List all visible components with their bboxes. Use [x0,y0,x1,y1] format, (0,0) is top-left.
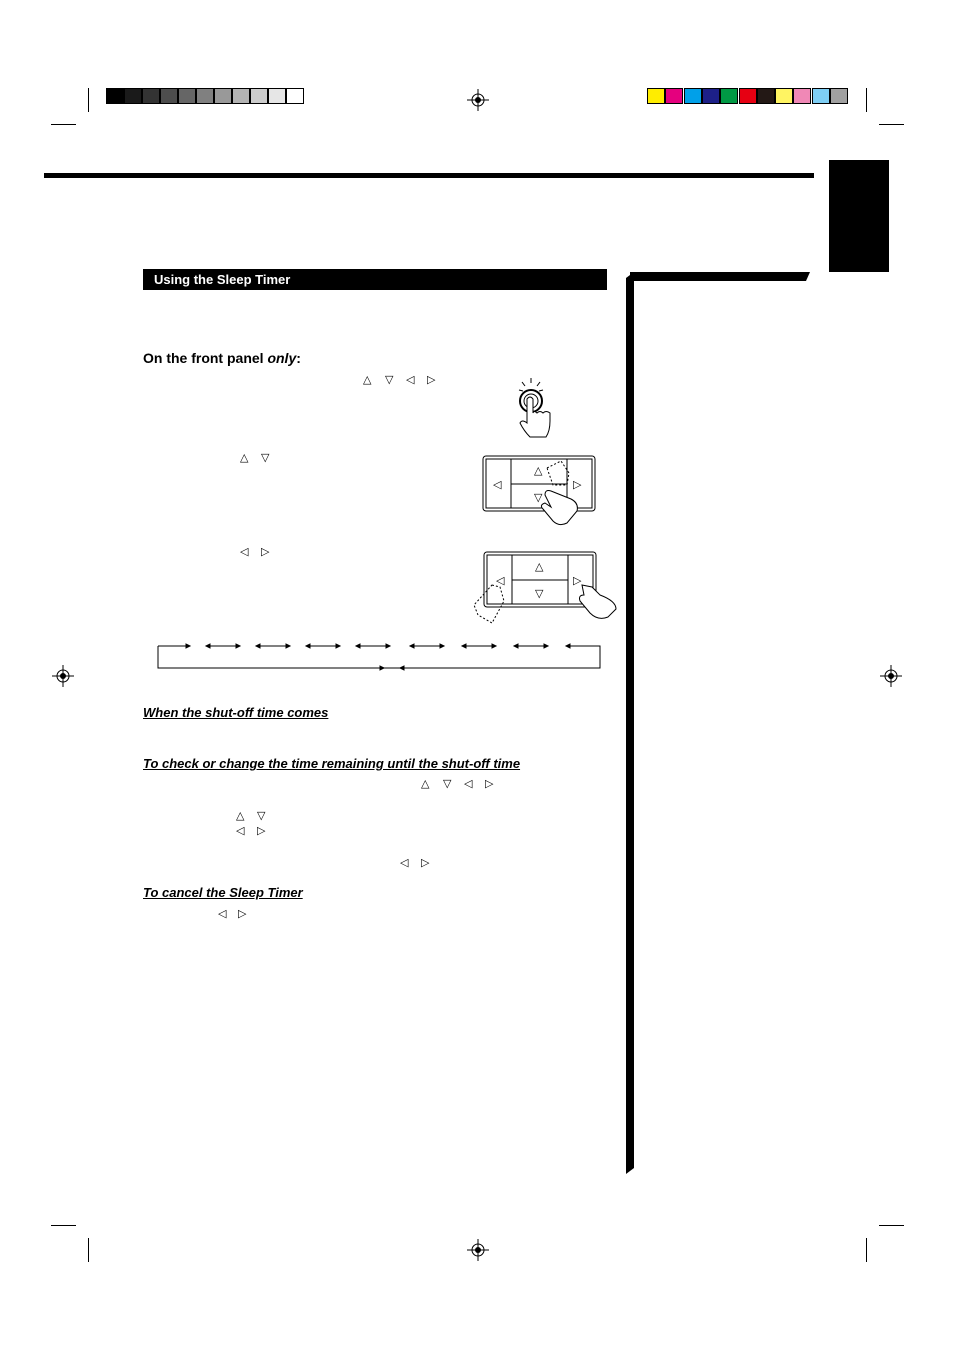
down-arrow-icon: ▽ [443,777,452,790]
subheading-check-change: To check or change the time remaining until the shut-off time [143,756,521,771]
crop-mark-bl-h [51,1225,76,1226]
up-arrow-icon: △ [421,777,430,790]
registration-target-top-icon [467,89,489,111]
left-arrow-icon: ◁ [400,856,409,869]
svg-text:◁: ◁ [496,574,505,587]
registration-target-bottom-icon [467,1239,489,1261]
calibration-swatch [160,88,178,104]
calibration-swatch [142,88,160,104]
calibration-swatch [720,88,738,104]
calibration-swatch [286,88,304,104]
registration-target-right-icon [880,665,902,687]
svg-text:△: △ [535,560,544,573]
calibration-swatch [757,88,775,104]
right-arrow-icon: ▷ [421,856,430,869]
svg-text:△: △ [534,464,543,477]
calibration-swatch [812,88,830,104]
calibration-swatch [268,88,286,104]
calibration-swatch [647,88,665,104]
right-arrow-icon: ▷ [485,777,494,790]
cursor-panel-leftright-illustration [470,551,620,629]
down-arrow-icon: ▽ [385,373,394,386]
svg-text:◁: ◁ [493,478,502,491]
calibration-swatch [178,88,196,104]
left-arrow-icon: ◁ [464,777,473,790]
calibration-swatch [124,88,142,104]
top-rule [44,173,814,178]
left-arrow-icon: ◁ [218,907,227,920]
crop-mark-bl-v [88,1238,89,1262]
calibration-swatch [196,88,214,104]
crop-mark-br-h [879,1225,904,1226]
subheading-cancel: To cancel the Sleep Timer [143,885,303,900]
right-column-bracket [624,270,814,1175]
sleep-timer-cycle-diagram [156,640,604,674]
crop-mark-tr-h [879,124,904,125]
up-arrow-icon: △ [236,809,245,822]
left-arrow-icon: ◁ [406,373,415,386]
calibration-swatch [739,88,757,104]
front-panel-label: On the front panel only: [143,350,301,366]
right-arrow-icon: ▷ [238,907,247,920]
up-arrow-icon: △ [363,373,372,386]
crop-mark-tl-h [51,124,76,125]
svg-text:▽: ▽ [534,491,543,504]
calibration-swatch [250,88,268,104]
svg-text:▽: ▽ [535,587,544,600]
calibration-swatch [232,88,250,104]
right-arrow-icon: ▷ [427,373,436,386]
right-arrow-icon: ▷ [261,545,270,558]
calibration-swatch [665,88,683,104]
language-tab [829,160,889,272]
calibration-swatch [684,88,702,104]
cursor-panel-updown-illustration [481,455,597,530]
registration-target-left-icon [52,665,74,687]
down-arrow-icon: ▽ [261,451,270,464]
crop-mark-tl-v [88,88,89,112]
left-arrow-icon: ◁ [240,545,249,558]
calibration-swatch [793,88,811,104]
crop-mark-br-v [866,1238,867,1262]
calibration-swatch [702,88,720,104]
crop-mark-tr-v [866,88,867,112]
calibration-swatch [775,88,793,104]
subheading-shutoff: When the shut-off time comes [143,705,329,720]
right-arrow-icon: ▷ [257,824,266,837]
down-arrow-icon: ▽ [257,809,266,822]
section-heading: Using the Sleep Timer [154,272,291,287]
left-arrow-icon: ◁ [236,824,245,837]
calibration-swatch [214,88,232,104]
calibration-swatch [830,88,848,104]
up-arrow-icon: △ [240,451,249,464]
svg-text:▷: ▷ [573,478,582,491]
calibration-swatch [106,88,124,104]
press-button-illustration [508,375,558,443]
svg-text:▷: ▷ [573,574,582,587]
section-heading-bar [143,269,607,290]
